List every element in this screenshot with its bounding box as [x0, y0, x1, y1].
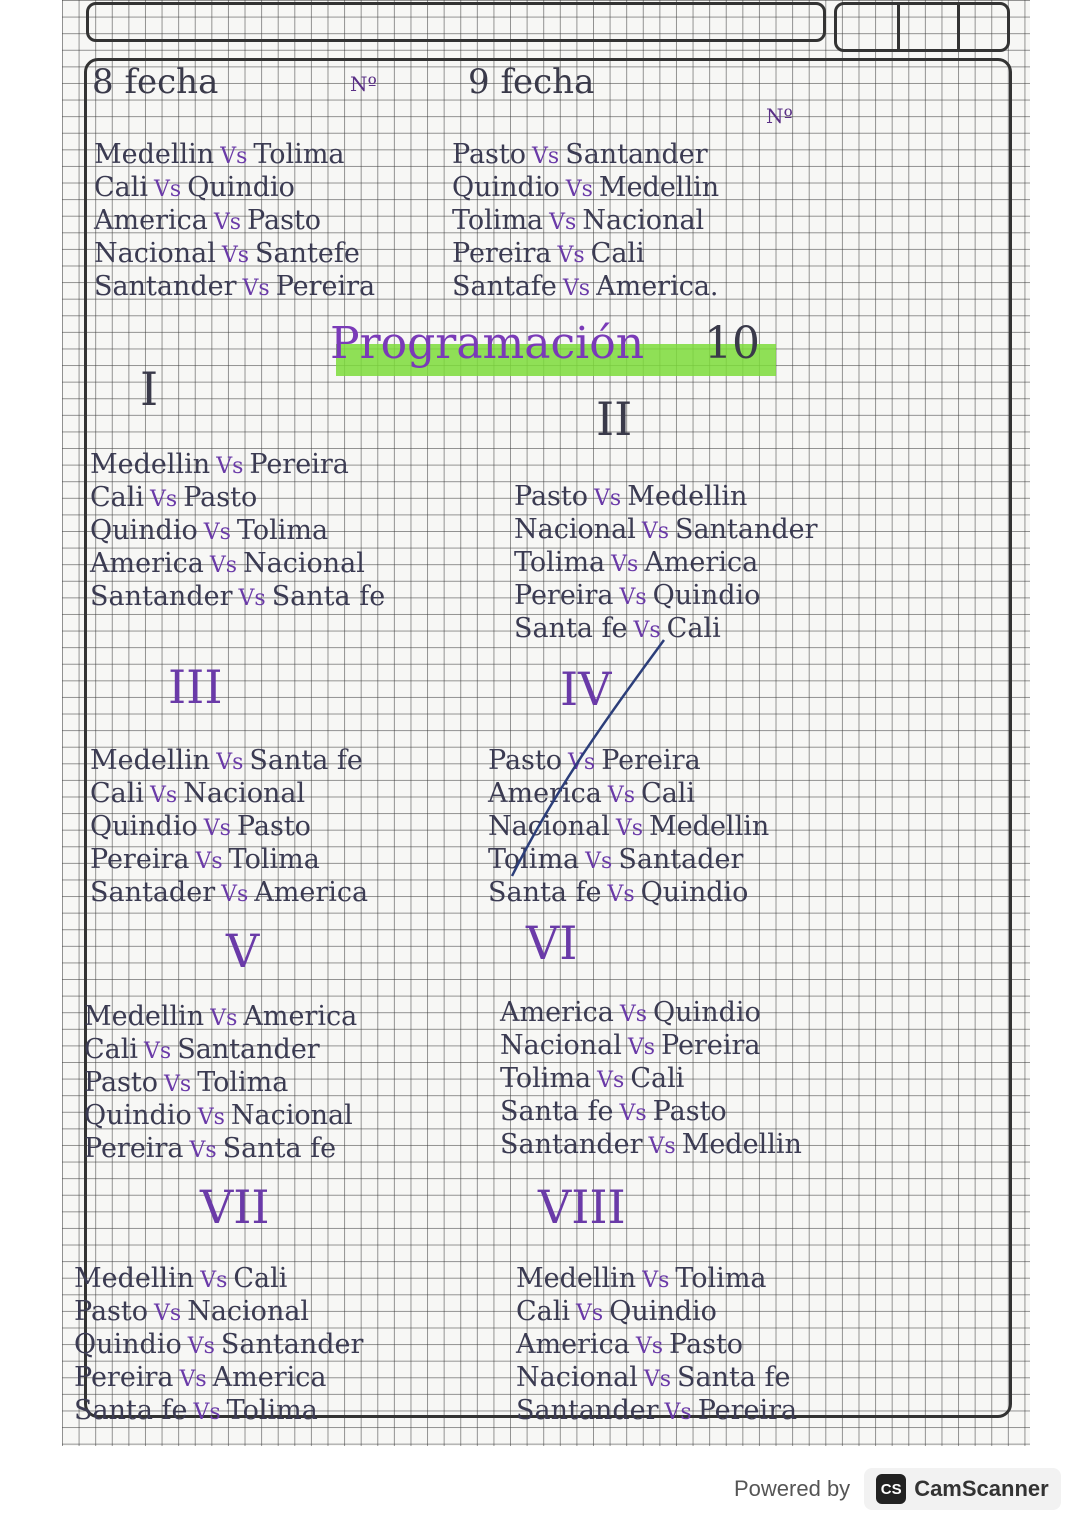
team-away: Tolima	[228, 844, 320, 875]
team-home: Quindio	[74, 1329, 182, 1360]
vs-label: Vs	[619, 585, 647, 610]
team-away: Tolima	[675, 1263, 767, 1294]
team-away: Pasto	[247, 205, 322, 236]
team-away: Tolima	[253, 139, 345, 170]
team-home: Nacional	[500, 1030, 622, 1061]
team-away: Pereira	[275, 271, 376, 302]
team-away: Santefe	[255, 238, 360, 269]
vs-label: Vs	[154, 177, 182, 202]
vs-label: Vs	[179, 1367, 207, 1392]
vs-label: Vs	[557, 243, 585, 268]
fecha9-number-label: Nº	[766, 104, 793, 128]
vs-label: Vs	[607, 882, 635, 907]
vs-label: Vs	[562, 276, 591, 301]
team-home: Tolima	[514, 547, 606, 578]
team-home: Medellin	[94, 139, 215, 170]
team-away: Tolima	[236, 515, 329, 546]
camscanner-brand: CamScanner	[914, 1476, 1049, 1501]
team-away: Tolima	[226, 1395, 318, 1426]
team-away: America	[644, 547, 759, 578]
camscanner-watermark	[734, 1468, 1061, 1510]
vs-label: Vs	[216, 750, 244, 775]
team-home: America	[94, 205, 208, 236]
vs-label: Vs	[619, 1002, 648, 1027]
team-home: Santander	[94, 271, 237, 302]
team-away: Santa fe	[249, 745, 363, 776]
vs-label: Vs	[664, 1400, 692, 1425]
team-away: Cali	[641, 778, 696, 809]
team-away: Pereira	[697, 1395, 798, 1426]
round-label-I: I	[140, 362, 159, 416]
vs-label: Vs	[238, 586, 266, 611]
vs-label: Vs	[594, 486, 622, 511]
vs-label: Vs	[549, 210, 577, 235]
round-label-III: III	[168, 660, 223, 714]
team-home: America	[500, 997, 614, 1028]
team-home: Medellin	[84, 1001, 205, 1032]
team-home: Cali	[90, 482, 145, 513]
team-home: Cali	[516, 1296, 571, 1327]
team-away: Santander	[675, 514, 818, 545]
team-away: Quindio	[640, 877, 749, 908]
team-home: Santander	[500, 1129, 643, 1160]
vs-label: Vs	[150, 487, 178, 512]
round-label-VI: VI	[526, 916, 578, 970]
team-away: Nacional	[187, 1296, 310, 1327]
vs-label: Vs	[635, 1334, 664, 1359]
team-home: Santa fe	[488, 877, 602, 908]
team-away: Santa fe	[677, 1362, 791, 1393]
team-home: Santa fe	[500, 1096, 614, 1127]
team-away: Santander	[220, 1329, 364, 1360]
team-home: Tolima	[452, 205, 544, 236]
vs-label: Vs	[611, 552, 639, 577]
team-home: Santander	[90, 581, 233, 612]
vs-label: Vs	[648, 1134, 676, 1159]
team-home: Quindio	[90, 515, 198, 546]
title-number: 10	[704, 318, 761, 369]
team-away: Santander	[565, 139, 708, 170]
team-away: Pasto	[652, 1096, 727, 1127]
team-home: Medellin	[516, 1263, 637, 1294]
vs-label: Vs	[221, 243, 250, 268]
vs-label: Vs	[210, 1006, 238, 1031]
team-away: Pereira	[249, 449, 349, 480]
camscanner-badge	[864, 1468, 1061, 1510]
team-away: Pasto	[183, 482, 258, 513]
team-away: America	[212, 1362, 327, 1393]
team-home: Nacional	[516, 1362, 638, 1393]
powered-by-text: Powered by	[734, 1476, 851, 1501]
round-label-II: II	[596, 392, 633, 446]
team-away: Medellin	[649, 811, 770, 842]
team-away: Quindio	[652, 580, 761, 611]
team-away: Nacional	[230, 1100, 353, 1131]
fecha8-header: 8 fecha	[92, 62, 219, 102]
team-away: Quindio	[609, 1296, 717, 1327]
team-away: Medellin	[681, 1129, 802, 1160]
team-away: Medellin	[627, 481, 748, 512]
team-home: Pereira	[74, 1362, 174, 1393]
team-home: Medellin	[90, 449, 211, 480]
team-away: Medellin	[598, 172, 720, 203]
vs-label: Vs	[568, 750, 596, 775]
round-label-VIII: VIII	[538, 1180, 626, 1234]
team-home: Pasto	[514, 481, 589, 512]
vs-label: Vs	[150, 783, 178, 808]
team-home: Nacional	[488, 811, 610, 842]
team-home: Pasto	[84, 1067, 159, 1098]
team-home: Santader	[90, 877, 216, 908]
vs-label: Vs	[216, 454, 244, 479]
fecha9-header: 9 fecha	[468, 62, 595, 102]
team-away: America	[243, 1001, 358, 1032]
team-home: Cali	[84, 1034, 139, 1065]
team-home: Nacional	[514, 514, 636, 545]
team-home: Tolima	[488, 844, 580, 875]
vs-label: Vs	[576, 1301, 604, 1326]
team-away: Cali	[630, 1063, 685, 1094]
team-away: Pereira	[601, 745, 701, 776]
vs-label: Vs	[532, 144, 560, 169]
team-home: Quindio	[84, 1100, 192, 1131]
vs-label: Vs	[221, 882, 249, 907]
team-away: Nacional	[243, 548, 365, 579]
team-away: Santa fe	[222, 1133, 337, 1164]
vs-label: Vs	[154, 1301, 182, 1326]
team-away: Pereira	[661, 1030, 761, 1061]
vs-label: Vs	[200, 1268, 228, 1293]
team-away: Pasto	[669, 1329, 744, 1360]
vs-label: Vs	[220, 144, 248, 169]
team-home: America	[516, 1329, 630, 1360]
vs-label: Vs	[643, 1367, 672, 1392]
vs-label: Vs	[197, 1105, 225, 1130]
vs-label: Vs	[195, 849, 223, 874]
team-home: Quindio	[452, 172, 560, 203]
vs-label: Vs	[203, 816, 231, 841]
team-home: Santafe	[452, 271, 557, 302]
vs-label: Vs	[164, 1072, 192, 1097]
team-home: Santa fe	[74, 1395, 188, 1426]
vs-label: Vs	[187, 1334, 215, 1359]
vs-label: Vs	[209, 553, 238, 578]
vs-label: Vs	[607, 783, 636, 808]
team-away: Cali	[233, 1263, 288, 1294]
vs-label: Vs	[565, 177, 593, 202]
vs-label: Vs	[585, 849, 613, 874]
vs-label: Vs	[615, 816, 644, 841]
round-label-V: V	[226, 924, 260, 978]
team-home: Santa fe	[514, 613, 628, 644]
team-home: America	[488, 778, 602, 809]
team-home: Pasto	[452, 139, 527, 170]
team-away: Santa fe	[271, 581, 386, 612]
team-home: America	[90, 548, 204, 579]
team-home: Tolima	[500, 1063, 592, 1094]
vs-label: Vs	[641, 519, 670, 544]
team-home: Medellin	[90, 745, 211, 776]
team-away: Quindio	[653, 997, 761, 1028]
team-away: Cali	[666, 613, 721, 644]
team-away: Nacional	[183, 778, 306, 809]
vs-label: Vs	[203, 520, 231, 545]
team-home: Quindio	[90, 811, 198, 842]
team-away: America	[254, 877, 369, 908]
team-home: Medellin	[74, 1263, 195, 1294]
team-home: Pereira	[90, 844, 190, 875]
vs-label: Vs	[193, 1400, 221, 1425]
camscanner-logo-icon: CS	[876, 1474, 906, 1504]
team-away: America.	[596, 271, 719, 302]
team-home: Cali	[94, 172, 149, 203]
team-away: Pasto	[236, 811, 311, 842]
vs-label: Vs	[144, 1039, 172, 1064]
vs-label: Vs	[642, 1268, 670, 1293]
fecha8-number-label: Nº	[350, 72, 377, 96]
team-away: Nacional	[582, 205, 705, 236]
vs-label: Vs	[619, 1101, 647, 1126]
vs-label: Vs	[627, 1035, 656, 1060]
vs-label: Vs	[213, 210, 242, 235]
team-home: Nacional	[94, 238, 216, 269]
round-label-IV: IV	[560, 662, 612, 716]
team-away: Santader	[618, 844, 744, 875]
team-away: Quindio	[187, 172, 295, 203]
team-away: Santander	[177, 1034, 320, 1065]
vs-label: Vs	[597, 1068, 625, 1093]
team-home: Pasto	[488, 745, 563, 776]
vs-label: Vs	[189, 1138, 217, 1163]
team-home: Pasto	[74, 1296, 149, 1327]
team-home: Cali	[90, 778, 145, 809]
title-text: Programación	[330, 318, 645, 369]
vs-label: Vs	[242, 276, 270, 301]
team-away: Cali	[590, 238, 645, 269]
team-away: Tolima	[197, 1067, 289, 1098]
team-home: Santander	[516, 1395, 659, 1426]
team-home: Pereira	[84, 1133, 184, 1164]
round-label-VII: VII	[200, 1180, 270, 1234]
team-home: Pereira	[514, 580, 614, 611]
vs-label: Vs	[633, 618, 661, 643]
team-home: Pereira	[452, 238, 552, 269]
